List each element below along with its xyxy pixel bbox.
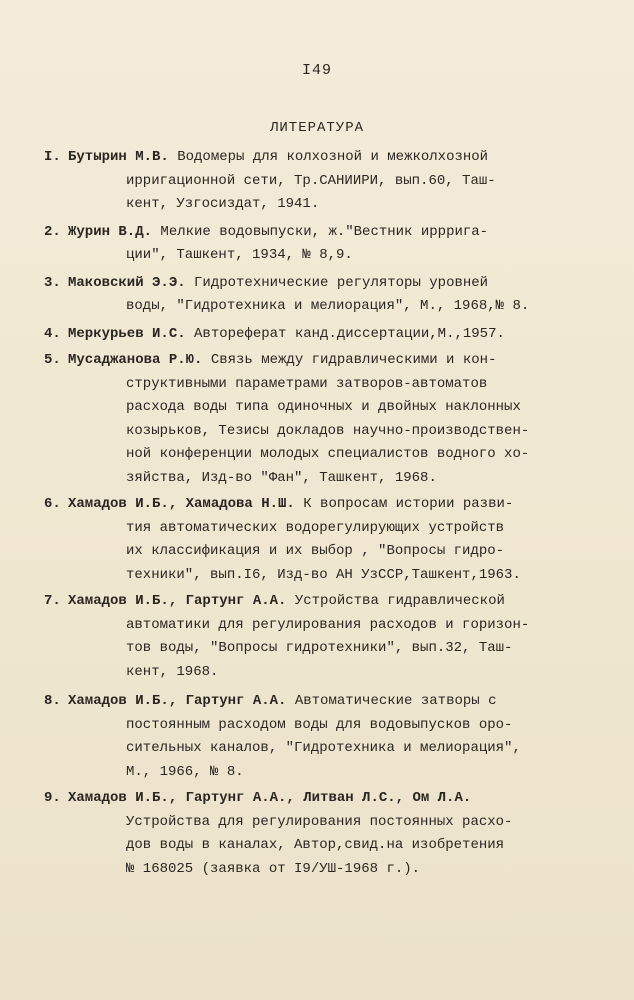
- reference-number: 9.: [44, 790, 61, 806]
- reference-line: постоянным расходом воды для водовыпусков оро-: [126, 716, 513, 733]
- reference-line: Маковский Э.Э. Гидротехнические регуляторы уровней: [68, 274, 489, 291]
- reference-line: кент, Узгосиздат, 1941.: [126, 196, 320, 212]
- reference-line: воды, "Гидротехника и мелиорация", М., 1968,№ 8.: [126, 298, 530, 314]
- reference-author: Бутырин М.В.: [68, 149, 169, 165]
- reference-author: Хамадов И.Б., Хамадова Н.Ш.: [68, 496, 295, 512]
- reference-line: [68, 787, 564, 811]
- reference-item: [44, 272, 564, 319]
- reference-line: автоматики для регулирования расходов и горизон-: [126, 616, 530, 633]
- reference-line: тов воды, "Вопросы гидротехники", вып.32, Таш-: [126, 640, 513, 656]
- reference-item: [44, 323, 564, 347]
- reference-line: зяйства, Изд-во "Фан", Ташкент, 1968.: [126, 469, 437, 486]
- reference-number: I.: [44, 149, 61, 165]
- reference-line: ирригационной сети, Тр.САНИИРИ, вып.60, Таш-: [126, 172, 496, 189]
- section-title: ЛИТЕРАТУРА: [269, 120, 364, 136]
- reference-author: Хамадов И.Б., Гартунг А.А., Литван Л.С., Ом Л.А.: [68, 790, 472, 806]
- reference-line: ной конференции молодых специалистов водного хо-: [126, 446, 530, 462]
- reference-line: Устройства для регулирования постоянных расхо-: [126, 813, 513, 830]
- reference-line: структивными параметрами затворов-автоматов: [126, 375, 488, 392]
- reference-item: [44, 590, 564, 684]
- reference-line: Журин В.Д. Мелкие водовыпуски, ж."Вестник ирррига-: [68, 223, 489, 240]
- reference-author: Журин В.Д.: [68, 223, 153, 240]
- reference-list: [44, 146, 564, 881]
- reference-item: [44, 690, 564, 784]
- reference-author: Маковский Э.Э.: [68, 274, 186, 291]
- reference-line: № 168025 (заявка от I9/УШ-1968 г.).: [126, 860, 421, 877]
- reference-author: Хамадов И.Б., Гартунг А.А.: [68, 593, 287, 609]
- reference-line: дов воды в каналах, Автор,свид.на изобретения: [126, 837, 505, 853]
- reference-item: [44, 493, 564, 587]
- reference-author: Меркурьев И.С.: [68, 325, 186, 342]
- reference-line: козырьков, Тезисы докладов научно-производствен-: [126, 422, 530, 439]
- reference-item: [44, 146, 564, 217]
- reference-line: техники", вып.I6, Изд-во АН УзССР,Ташкент,1963.: [126, 566, 521, 583]
- reference-line: М., 1966, № 8.: [126, 763, 244, 780]
- reference-item: [44, 787, 564, 881]
- reference-line: Хамадов И.Б., Гартунг А.А. Автоматические затворы с: [68, 693, 497, 709]
- reference-line: Мусаджанова Р.Ю. Связь между гидравлическими и кон-: [68, 352, 497, 368]
- reference-item: [44, 349, 564, 490]
- reference-item: [44, 221, 564, 268]
- reference-line: Хамадов И.Б., Хамадова Н.Ш. К вопросам истории разви-: [68, 496, 514, 512]
- reference-line: сительных каналов, "Гидротехника и мелиорация",: [126, 740, 521, 756]
- reference-line: ции", Ташкент, 1934, № 8,9.: [126, 247, 353, 263]
- reference-number: 7.: [44, 593, 61, 609]
- reference-number: 8.: [44, 693, 61, 709]
- reference-number: 4.: [44, 325, 61, 342]
- reference-author: Хамадов И.Б., Гартунг А.А.: [68, 693, 287, 709]
- reference-line: Меркурьев И.С. Автореферат канд.диссертации,М.,1957.: [68, 325, 505, 342]
- reference-number: 5.: [44, 352, 61, 368]
- reference-author: Мусаджанова Р.Ю.: [68, 352, 203, 368]
- reference-line: их классификация и их выбор , "Вопросы гидро-: [126, 543, 505, 559]
- reference-line: расхода воды типа одиночных и двойных наклонных: [126, 399, 521, 415]
- reference-number: 6.: [44, 496, 61, 512]
- page-number: I49: [301, 62, 332, 79]
- reference-line: тия автоматических водорегулирующих устройств: [126, 519, 505, 536]
- reference-number: 3.: [44, 274, 61, 291]
- reference-line: кент, 1968.: [126, 663, 219, 680]
- reference-number: 2.: [44, 223, 61, 240]
- reference-line: Хамадов И.Б., Гартунг А.А. Устройства гидравлической: [68, 593, 505, 609]
- reference-line: Бутырин М.В. Водомеры для колхозной и межколхозной: [68, 149, 489, 165]
